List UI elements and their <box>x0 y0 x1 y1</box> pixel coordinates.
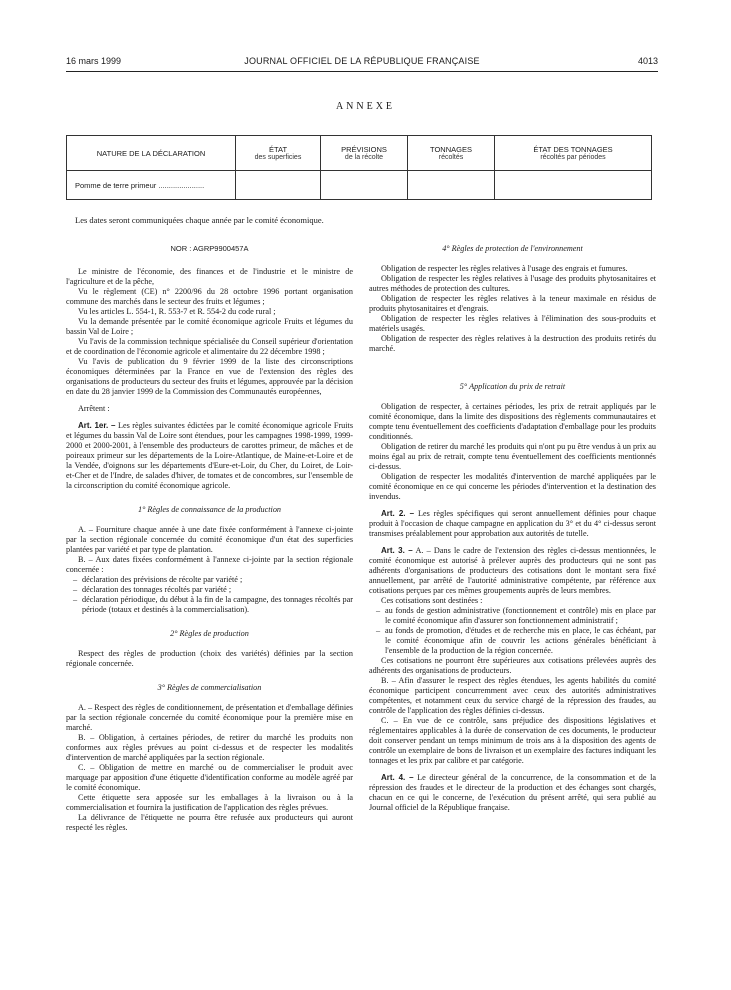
nor-reference: NOR : AGRP9900457A <box>170 244 249 253</box>
col-etat-tonnages: ÉTAT DES TONNAGES récoltés par périodes <box>495 136 652 171</box>
paragraph: C. – En vue de ce contrôle, sans préjudice des dispositions législatives et réglementaires applicables à la durée de conservation de ces documents, le producteur doit conserver pendant un temps minimum de trois ans à la disposition des agents de contrôle un exemplaire de bons de livraison et un exemplaire des factures indiquant les tonnages et les prix par calibre et par catégorie. <box>369 716 656 765</box>
section-heading: 5° Application du prix de retrait <box>459 382 566 391</box>
list-item: – au fonds de gestion administrative (fonctionnement et contrôle) mis en place par le comité économique afin d'assurer son fonctionnement administratif ; <box>385 606 656 626</box>
table-header-row <box>67 136 652 171</box>
left-column <box>66 244 353 833</box>
article-3: Art. 3. – A. – Dans le cadre de l'extension des règles ci-dessus mentionnées, le comité économique est autorisé à prélever auprès des producteurs qui ne sont pas adhérents d'organisations de producteurs des cotisations dont le montant sera fixé annuellement, par arrêté de l'autorité administrative compétente, par référence aux cotisations perçues par ces mêmes groupements auprès de leurs membres. <box>369 546 656 595</box>
paragraph: B. – Obligation, à certaines périodes, de retirer du marché les produits non conformes aux règles prévues au point ci-dessus et de respecter les modalités d'intervention de marché appliquées par la section régionale. <box>66 733 353 762</box>
section-heading: 1° Règles de connaissance de la production <box>137 505 282 514</box>
paragraph: B. – Aux dates fixées conformément à l'annexe ci-jointe par la section régionale concernée : <box>66 555 353 574</box>
header-rule <box>66 71 658 72</box>
paragraph: Obligation de respecter les modalités d'intervention de marché appliquées par le comité économique en ce qui concerne les périodes d'intervention et la destination des invendus. <box>369 472 656 501</box>
col-previsions: PRÉVISIONS de la récolte <box>321 136 408 171</box>
paragraph: Respect des règles de production (choix des variétés) définies par la section régionale concernée. <box>66 649 353 668</box>
paragraph: Vu l'avis de publication du 9 février 1999 de la liste des circonscriptions économiques déterminées par la France en vue de l'extension des règles des organisations de producteurs du secteur des fruits et légumes, approuvée par la décision en date du 28 janvier 1999 de la Commission des Communautés européennes, <box>66 357 354 396</box>
col-tonnages: TONNAGES récoltés <box>408 136 495 171</box>
list-item: – déclaration des tonnages récoltés par variété ; <box>82 585 353 595</box>
header-journal: JOURNAL OFFICIEL DE LA RÉPUBLIQUE FRANÇAISE <box>244 56 480 66</box>
paragraph: Obligation de respecter les règles relatives à l'usage des engrais et fumures. <box>381 264 628 273</box>
paragraph: Le ministre de l'économie, des finances et de l'industrie et le ministre de l'agriculture et de la pêche, <box>66 267 353 286</box>
paragraph: Obligation de respecter, à certaines périodes, les prix de retrait appliqués par le comité économique, dans la limite des dispositions des règlements communautaires et compte tenu éventuellement des coefficients d'adaptation d'emballage pour les produits conditionnés. <box>369 402 656 441</box>
article-2: Art. 2. – Les règles spécifiques qui seront annuellement définies pour chaque produit à l'occasion de chaque campagne en application du 3° et du 4° ci-dessus seront transmises préalablement pour approbation aux autorités de tutelle. <box>369 509 657 538</box>
cotisations-list <box>369 606 656 656</box>
annexe-note: Les dates seront communiquées chaque année par le comité économique. <box>75 215 324 225</box>
col-nature: NATURE DE LA DÉCLARATION <box>67 136 236 171</box>
list-item: – au fonds de promotion, d'études et de recherche mis en place, le cas échéant, par le comité économique afin de couvrir les actions générales bénéficiant à l'ensemble de la production de la région concernée. <box>385 626 656 656</box>
col-etat: ÉTAT des superficies <box>236 136 321 171</box>
row-label: Pomme de terre primeur ...................... <box>67 171 236 200</box>
paragraph: Vu l'avis de la commission technique spécialisée du Conseil supérieur d'orientation et de coordination de l'économie agricole et alimentaire du 22 décembre 1998 ; <box>66 337 353 356</box>
list-item: – déclaration périodique, du début à la fin de la campagne, des tonnages récoltés par période (totaux et destinés à la commercialisation). <box>82 595 353 615</box>
annexe-title: ANNEXE <box>335 101 396 112</box>
header-page-number: 4013 <box>637 56 658 66</box>
article-1: Art. 1er. – Les règles suivantes édictées par le comité économique agricole Fruits et légumes du bassin Val de Loire sont étendues, pour les campagnes 1998-1999, 1999-2000 et 2000-2001, à l'ensemble des producteurs de carottes primeur, de mâches et de poireaux primeur sur les départements de la Loire-Atlantique, de Maine-et-Loire et de la Vendée, d'oignons sur les départements d'Eure-et-Loir, du Cher, du Loiret, de Loir-et-Cher et de l'Indre, de salades d'hiver, de tomates et de concombres, sur l'ensemble de la circonscription du comité économique agricole. <box>66 421 354 490</box>
paragraph: Obligation de respecter les règles relatives à la teneur maximale en résidus de produits phytosanitaires et d'engrais. <box>369 294 656 313</box>
article-4: Art. 4. – Le directeur général de la concurrence, de la consommation et de la répression des fraudes et le directeur de la production et des échanges sont chargés, chacun en ce qui le concerne, de l'exécution du présent arrêté, qui sera publié au Journal officiel de la République française. <box>369 773 656 812</box>
paragraph: Ces cotisations sont destinées : <box>381 596 483 605</box>
arrete: Arrêtent : <box>78 404 110 413</box>
page-header <box>66 56 658 70</box>
header-date: 16 mars 1999 <box>66 56 122 66</box>
paragraph: Ces cotisations ne pourront être supérieures aux cotisations prélevées auprès des adhérents des organisations de producteurs. <box>369 656 656 675</box>
paragraph: C. – Obligation de mettre en marché ou de commercialiser le produit avec marquage par apposition d'une étiquette d'identification conforme au modèle agréé par le comité économique. <box>66 763 353 792</box>
section-heading: 2° Règles de production <box>170 629 249 638</box>
declaration-list <box>66 575 353 615</box>
paragraph: Vu les articles L. 554-1, R. 553-7 et R. 554-2 du code rural ; <box>78 307 276 316</box>
paragraph: Cette étiquette sera apposée sur les emballages à la livraison ou à la commercialisation et fournira la justification de l'application des règles prévues. <box>66 793 353 812</box>
paragraph: B. – Afin d'assurer le respect des règles étendues, les agents habilités du comité économique participent concurremment avec ceux des autorités administratives compétentes, et notamment ceux du service chargé de la répression des fraudes, au contrôle de l'application des règles définies ci-dessus. <box>369 676 656 715</box>
table-row <box>67 171 652 200</box>
paragraph: Vu le règlement (CE) n° 2200/96 du 28 octobre 1996 portant organisation commune des marchés dans le secteur des fruits et légumes ; <box>66 287 353 306</box>
paragraph: La délivrance de l'étiquette ne pourra être refusée aux producteurs qui auront respecté les règles. <box>66 813 353 832</box>
list-item: – déclaration des prévisions de récolte par variété ; <box>82 575 353 585</box>
paragraph: A. – Respect des règles de conditionnement, de présentation et d'emballage définies par la section régionale concernée du comité économique pour la première mise en marché. <box>66 703 353 732</box>
paragraph: Obligation de respecter des règles relatives à la destruction des produits retirés du marché. <box>369 334 656 353</box>
paragraph: Obligation de retirer du marché les produits qui n'ont pu pu être vendus à un prix au moins égal au prix de retrait, compte tenu éventuellement des coefficients mentionnés ci-dessus. <box>369 442 656 471</box>
section-heading: 4° Règles de protection de l'environnement <box>442 244 583 253</box>
paragraph: Obligation de respecter les règles relatives à l'usage des produits phytosanitaires et autres méthodes de protection des cultures. <box>369 274 656 293</box>
paragraph: A. – Fourniture chaque année à une date fixée conformément à l'annexe ci-jointe par la section régionale concernée du comité économique d'un état des superficies plantées par variété et par type de plantation. <box>66 525 353 554</box>
paragraph: Vu la demande présentée par le comité économique agricole Fruits et légumes du bassin Val de Loire ; <box>66 317 353 336</box>
right-column <box>369 244 656 813</box>
section-heading: 3° Règles de commercialisation <box>157 683 262 692</box>
paragraph: Obligation de respecter les règles relatives à l'élimination des sous-produits et matériels usagés. <box>369 314 656 333</box>
annexe-table <box>66 135 652 200</box>
